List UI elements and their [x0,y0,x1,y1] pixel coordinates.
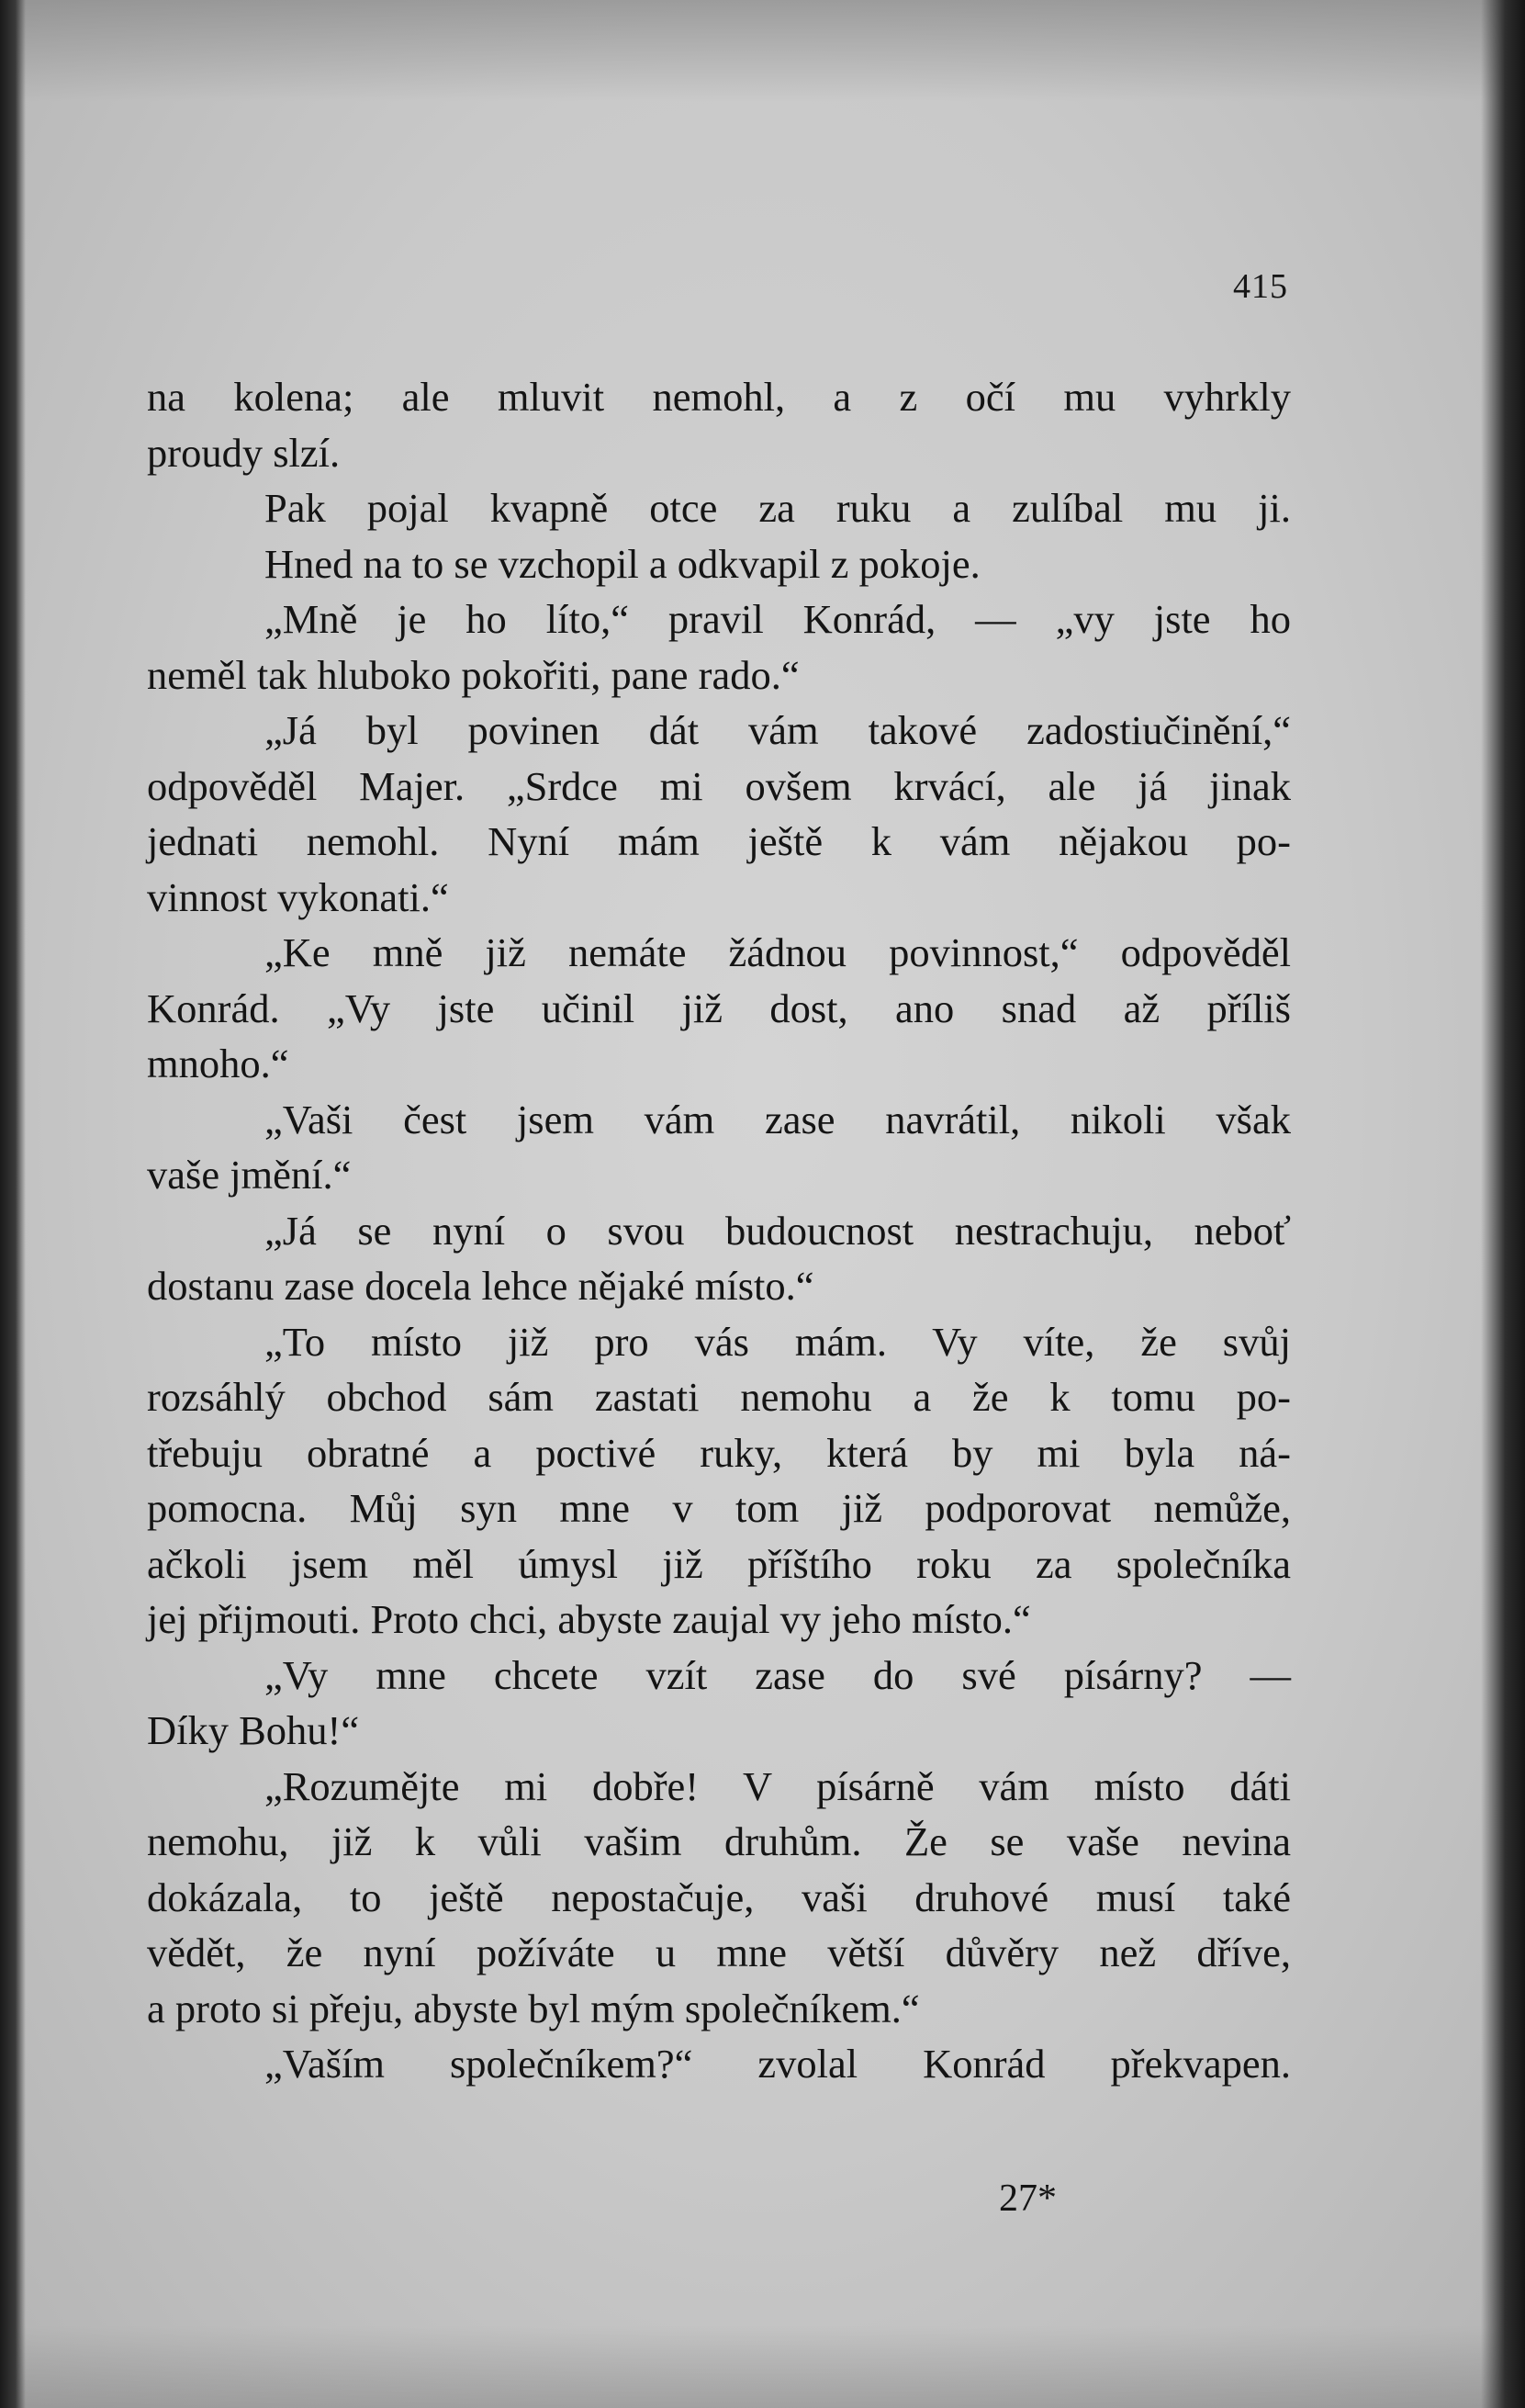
text-line: Díky Bohu!“ [147,1707,360,1753]
text-line: „Vaši čest jsem vám zase navrátil, nikoli však [264,1096,1291,1142]
text-line: na kolena; ale mluvit nemohl, a z očí mu vyhrkly [147,374,1291,420]
page-bottom-shading [0,2325,1525,2408]
text-line: „Vaším společníkem?“ zvolal Konrád překvapen. [264,2041,1291,2087]
page-top-shading [0,0,1525,101]
text-line: „Rozumějte mi dobře! V písárně vám místo dáti [264,1762,1291,1809]
text-line: „Mně je ho líto,“ pravil Konrád, — „vy jste ho [264,596,1291,642]
text-line: Hned na to se vzchopil a odkvapil z pokoje. [264,540,981,587]
text-line: Pak pojal kvapně otce za ruku a zulíbal mu ji. [264,485,1291,531]
text-line: „Ke mně již nemáte žádnou povinnost,“ odpověděl [264,929,1291,975]
text-line: dokázala, to ještě nepostačuje, vaši druhové musí také [147,1874,1291,1920]
signature-mark: 27* [999,2177,1057,2220]
text-line: a proto si přeju, abyste byl mým společníkem.“ [147,1985,920,2031]
text-line: třebuju obratné a poctivé ruky, která by mi byla ná- [147,1429,1291,1476]
text-line: vinnost vykonati.“ [147,873,449,920]
text-line: rozsáhlý obchod sám zastati nemohu a že k tomu po- [147,1374,1291,1420]
text-line: Konrád. „Vy jste učinil již dost, ano snad až příliš [147,985,1291,1031]
text-line: „Já byl povinen dát vám takové zadostiučinění,“ [264,707,1291,753]
text-line: jej přijmouti. Proto chci, abyste zaujal vy jeho místo.“ [147,1596,1031,1642]
text-line: mnoho.“ [147,1041,289,1086]
page-left-edge [0,0,26,2408]
text-line: vaše jmění.“ [147,1152,352,1198]
text-line: „Vy mne chcete vzít zase do své písárny? — [264,1651,1291,1698]
text-line: proudy slzí. [147,429,341,476]
page-right-edge [1481,0,1525,2408]
body-text [147,369,1291,2092]
text-line: dostanu zase docela lehce nějaké místo.“ [147,1263,814,1309]
text-line: „Já se nyní o svou budoucnost nestrachuju, neboť [264,1207,1291,1254]
page-number: 415 [1233,267,1288,306]
text-line: vědět, že nyní požíváte u mne větší důvěry než dříve, [147,1930,1291,1975]
text-line: ačkoli jsem měl úmysl již příštího roku za společníka [147,1540,1291,1587]
text-line: „To místo již pro vás mám. Vy víte, že svůj [264,1318,1291,1365]
text-line: neměl tak hluboko pokořiti, pane rado.“ [147,651,800,698]
text-line: nemohu, již k vůli vašim druhům. Že se vaše nevina [147,1818,1291,1864]
text-line: odpověděl Majer. „Srdce mi ovšem krvácí, ale já jinak [147,762,1291,809]
text-line: jednati nemohl. Nyní mám ještě k vám nějakou po- [147,818,1291,864]
text-line: pomocna. Můj syn mne v tom již podporovat nemůže, [147,1485,1291,1531]
